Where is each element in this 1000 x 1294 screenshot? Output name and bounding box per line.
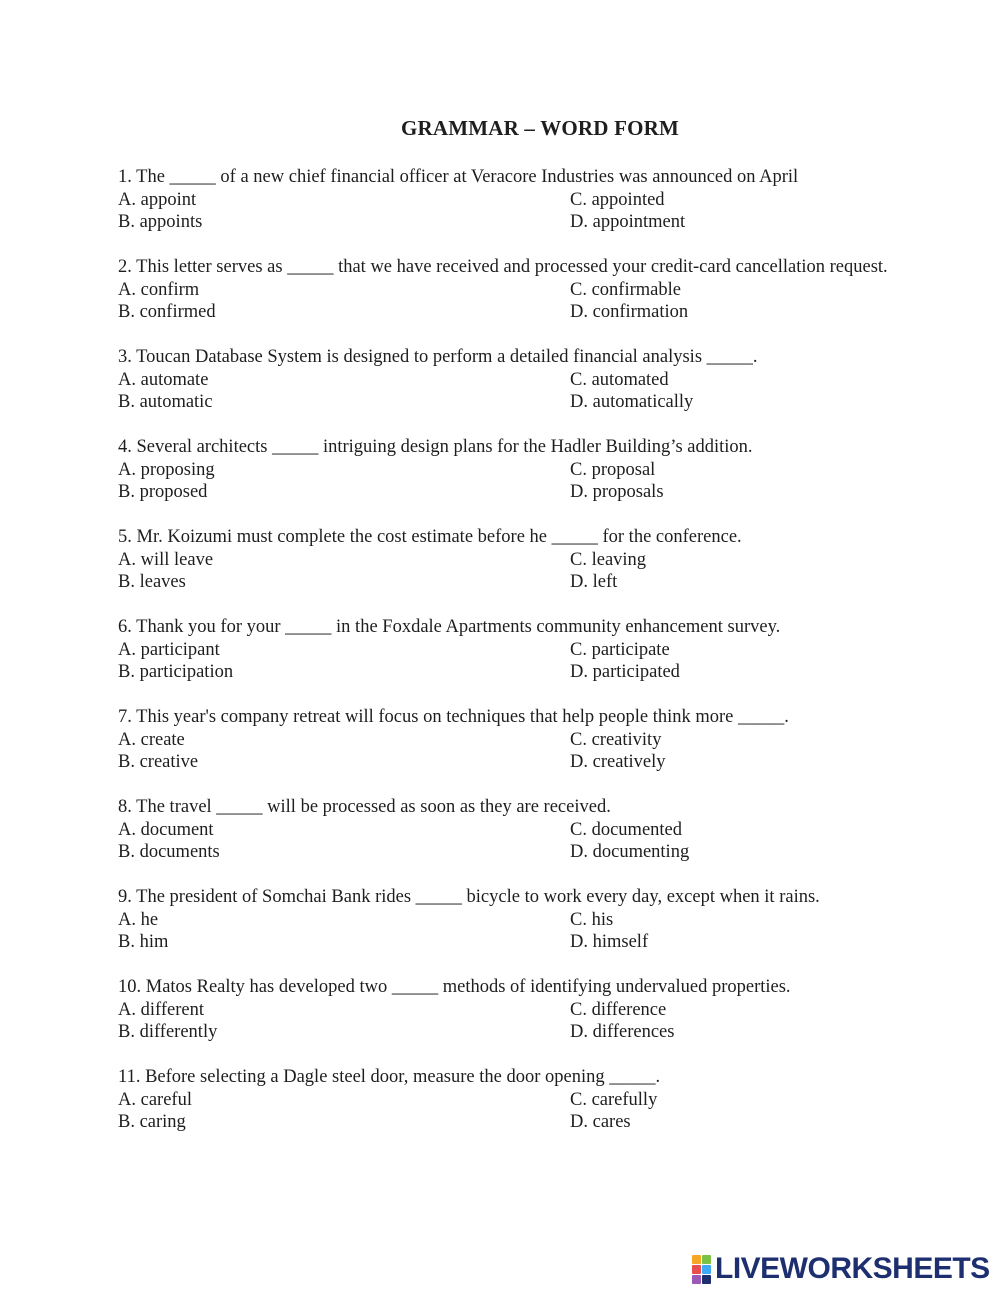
option-c: C. participate bbox=[570, 639, 670, 660]
question-stem: 9. The president of Somchai Bank rides _____ bicycle to work every day, except when it rains. bbox=[118, 887, 820, 907]
liveworksheets-logo[interactable] bbox=[692, 1253, 990, 1285]
option-c: C. his bbox=[570, 909, 614, 930]
option-c: C. proposal bbox=[570, 459, 656, 480]
question-stem: 10. Matos Realty has developed two _____ methods of identifying undervalued properties. bbox=[118, 977, 791, 997]
logo-square bbox=[702, 1265, 711, 1274]
question-stem: 11. Before selecting a Dagle steel door, measure the door opening _____. bbox=[118, 1067, 661, 1087]
option-b: B. confirmed bbox=[118, 302, 216, 323]
question-stem: 1. The _____ of a new chief financial officer at Veracore Industries was announced on April bbox=[118, 167, 799, 187]
question bbox=[118, 166, 968, 256]
option-b: B. creative bbox=[118, 752, 199, 773]
logo-square bbox=[702, 1275, 711, 1284]
liveworksheets-logo-icon bbox=[692, 1255, 711, 1284]
question bbox=[118, 346, 968, 436]
option-d: D. participated bbox=[570, 662, 680, 683]
option-a: A. careful bbox=[118, 1089, 192, 1110]
option-c: C. leaving bbox=[570, 549, 647, 570]
question-stem: 3. Toucan Database System is designed to perform a detailed financial analysis _____. bbox=[118, 347, 758, 367]
option-a: A. proposing bbox=[118, 459, 215, 480]
question-list bbox=[118, 166, 968, 1156]
worksheet-title: GRAMMAR – WORD FORM bbox=[400, 116, 680, 140]
option-d: D. proposals bbox=[570, 482, 664, 503]
logo-square bbox=[692, 1255, 701, 1264]
logo-square bbox=[692, 1265, 701, 1274]
option-a: A. participant bbox=[118, 639, 220, 660]
question bbox=[118, 1066, 968, 1156]
option-d: D. left bbox=[570, 572, 618, 593]
logo-text: LIVEWORKSHEETS bbox=[715, 1252, 990, 1285]
question-stem: 8. The travel _____ will be processed as soon as they are received. bbox=[118, 797, 611, 817]
option-c: C. appointed bbox=[570, 189, 665, 210]
option-c: C. confirmable bbox=[570, 279, 681, 300]
option-b: B. leaves bbox=[118, 572, 186, 593]
option-a: A. he bbox=[118, 909, 159, 930]
question-stem: 7. This year's company retreat will focus on techniques that help people think more _____. bbox=[118, 707, 789, 727]
question bbox=[118, 526, 968, 616]
option-d: D. creatively bbox=[570, 752, 666, 773]
question bbox=[118, 976, 968, 1066]
question bbox=[118, 616, 968, 706]
option-d: D. cares bbox=[570, 1112, 631, 1133]
option-c: C. carefully bbox=[570, 1089, 658, 1110]
option-a: A. appoint bbox=[118, 189, 197, 210]
question bbox=[118, 706, 968, 796]
option-b: B. caring bbox=[118, 1112, 186, 1133]
question-stem: 2. This letter serves as _____ that we have received and processed your credit-card cancellation request. bbox=[118, 257, 888, 277]
option-d: D. automatically bbox=[570, 392, 694, 413]
option-a: A. create bbox=[118, 729, 185, 750]
option-c: C. documented bbox=[570, 819, 683, 840]
option-b: B. differently bbox=[118, 1022, 218, 1043]
option-b: B. him bbox=[118, 932, 169, 953]
logo-square bbox=[702, 1255, 711, 1264]
question-stem: 5. Mr. Koizumi must complete the cost estimate before he _____ for the conference. bbox=[118, 527, 742, 547]
option-d: D. differences bbox=[570, 1022, 675, 1043]
logo-square bbox=[692, 1275, 701, 1284]
option-c: C. automated bbox=[570, 369, 669, 390]
option-b: B. documents bbox=[118, 842, 220, 863]
option-a: A. different bbox=[118, 999, 204, 1020]
option-c: C. difference bbox=[570, 999, 667, 1020]
question bbox=[118, 436, 968, 526]
option-a: A. will leave bbox=[118, 549, 214, 570]
option-b: B. participation bbox=[118, 662, 234, 683]
option-a: A. confirm bbox=[118, 279, 200, 300]
option-b: B. automatic bbox=[118, 392, 213, 413]
question bbox=[118, 886, 968, 976]
question-stem: 4. Several architects _____ intriguing design plans for the Hadler Building’s addition. bbox=[118, 437, 753, 457]
option-b: B. appoints bbox=[118, 212, 203, 233]
question bbox=[118, 796, 968, 886]
question bbox=[118, 256, 968, 346]
option-d: D. appointment bbox=[570, 212, 686, 233]
option-d: D. himself bbox=[570, 932, 649, 953]
question-stem: 6. Thank you for your _____ in the Foxdale Apartments community enhancement survey. bbox=[118, 617, 781, 637]
option-b: B. proposed bbox=[118, 482, 208, 503]
option-a: A. automate bbox=[118, 369, 209, 390]
option-c: C. creativity bbox=[570, 729, 662, 750]
option-d: D. confirmation bbox=[570, 302, 689, 323]
option-d: D. documenting bbox=[570, 842, 690, 863]
option-a: A. document bbox=[118, 819, 214, 840]
